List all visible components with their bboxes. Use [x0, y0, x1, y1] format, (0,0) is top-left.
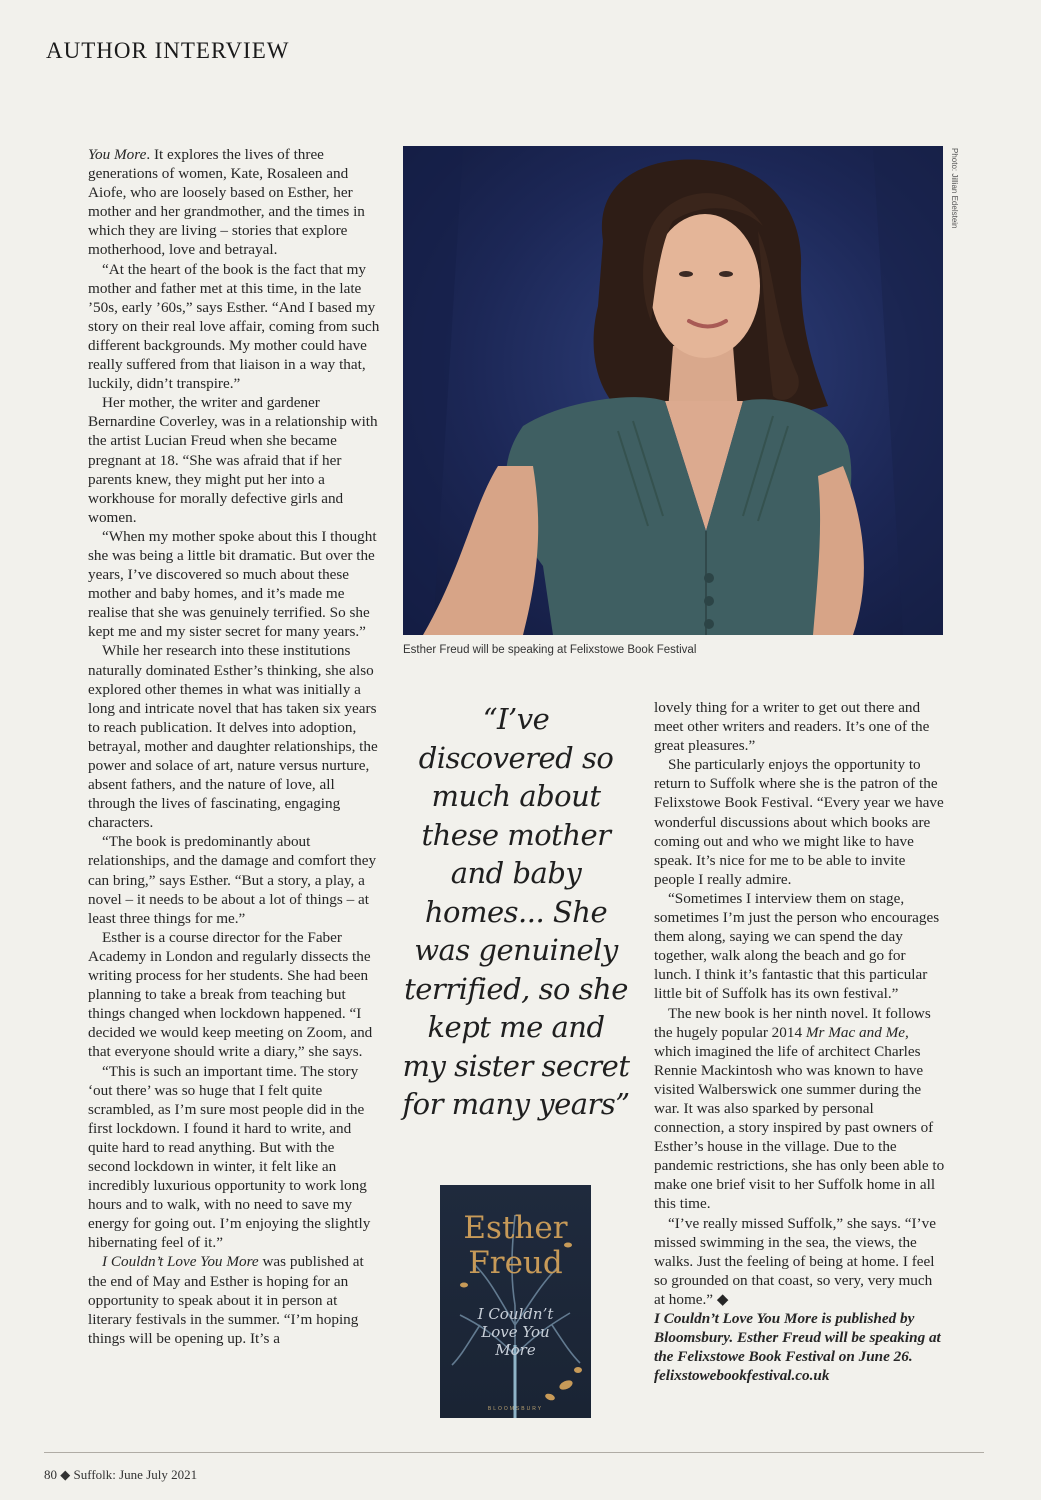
paragraph: “When my mother spoke about this I thought she was being a little bit dramatic. But over the years, I’ve discovered so much about these mother and baby homes, and it’s made me realise that she was genuinely terrified. So she kept me and my sister secret for many years.”	[88, 527, 377, 641]
author-portrait-illustration	[403, 146, 943, 635]
section-heading: AUTHOR INTERVIEW	[46, 38, 290, 63]
paragraph	[88, 145, 380, 260]
book-title-italic: You More	[88, 146, 147, 163]
author-photo	[403, 146, 943, 635]
photo-caption: Esther Freud will be speaking at Felixstowe Book Festival	[403, 644, 697, 656]
paragraph-text: was published at the end of May and Esther is hoping for an opportunity to speak about it in person at literary festivals in the summer. “I’m hoping things will be opening up. It’s a	[88, 1253, 364, 1347]
paragraph: “This is such an important time. The story ‘out there’ was so huge that I felt quite scrambled, as I’m sure most people did in the first lockdown. I found it hard to write, and quite hard to read anything. But with the second lockdown in winter, it felt like an incredibly luxurious opportunity to work long hours and to walk, with no need to save my energy for going out. I’m enjoying the slightly hibernating feel of it.”	[88, 1062, 371, 1252]
pull-quote: “I’ve discovered so much about these mother and baby homes... She was genuinely terrified, so she kept me and my sister secret for many years”	[402, 702, 630, 1121]
paragraph: “I’ve really missed Suffolk,” she says. “I’ve missed swimming in the sea, the views, the walks. Just the feeling of being at home. I feel so grounded on that coast, so very, very much at home.” ◆	[654, 1214, 936, 1308]
paragraph: Her mother, the writer and gardener Bernardine Coverley, was in a relationship with the artist Lucian Freud when she became pregnant at 18. “She was afraid that if her parents knew, they might put her into a workhouse for morally defective girls and women.	[88, 394, 378, 526]
paragraph-text: The new book is her ninth novel. It follows the hugely popular 2014	[654, 1004, 931, 1041]
book-info-footnote: I Couldn’t Love You More is published by Bloomsbury. Esther Freud will be speaking at the Felixstowe Book Festival on June 26. felixstowebookfestival.co.uk	[654, 1310, 941, 1385]
book-title-italic: I Couldn’t Love You More	[102, 1253, 259, 1271]
book-cover	[440, 1185, 591, 1418]
footer-rule	[44, 1452, 984, 1453]
photo-credit: Photo: Jillian Edelstein	[950, 148, 959, 229]
paragraph: She particularly enjoys the opportunity to return to Suffolk where she is the patron of the Felixstowe Book Festival. “Every year we have wonderful discussions about which books are coming out and who we might like to have speak. It’s nice for me to be able to invite people I really admire.	[654, 756, 944, 888]
book-title-italic: Mr Mac and Me,	[805, 1023, 909, 1041]
paragraph: While her research into these institutions naturally dominated Esther’s thinking, she also explored other themes in what was initially a long and intricate novel that has taken six years to reach publication. It delves into adoption, betrayal, mother and daughter relationships, the power and solace of art, nature versus nurture, absent fathers, and the nature of love, all through the lives of fascinating, engaging characters.	[88, 642, 378, 832]
article-column-right	[654, 698, 946, 1385]
paragraph	[654, 1004, 946, 1214]
paragraph: “The book is predominantly about relationships, and the damage and comfort they can bring,” says Esther. “But a story, a play, a novel – it needs to be about a lot of things – at least three things for me.”	[88, 833, 377, 927]
paragraph	[88, 1252, 380, 1347]
book-author-first: Esther	[463, 1210, 568, 1246]
article-column-left	[88, 145, 380, 1348]
book-publisher: BLOOMSBURY	[487, 1406, 544, 1412]
page-folio: 80 ◆ Suffolk: June July 2021	[44, 1467, 198, 1482]
paragraph: Esther is a course director for the Faber Academy in London and regularly dissects the writing process for her students. She had been planning to take a break from teaching but things changed when lockdown happened. “I decided we would keep meeting on Zoom, and that everyone should write a diary,” she says.	[88, 928, 373, 1061]
paragraph-text: . It explores the lives of three generations of women, Kate, Rosaleen and Aiofe, who are loosely based on Esther, her mother and her grandmother, and the times in which they are living – stories that explore motherhood, love and betrayal.	[88, 146, 365, 259]
paragraph: lovely thing for a writer to get out there and meet other writers and readers. It’s one of the great pleasures.”	[654, 699, 930, 755]
paragraph: “Sometimes I interview them on stage, sometimes I’m just the person who encourages them along, saying we can spend the day together, walk along the beach and go for lunch. I think it’s fantastic that this particular little bit of Suffolk has its own festival.”	[654, 889, 940, 1003]
book-title: I Couldn’t Love You More	[477, 1305, 554, 1359]
book-author-last: Freud	[468, 1245, 563, 1281]
paragraph-text: which imagined the life of architect Charles Rennie Mackintosh who was known to have visited Walberswick one summer during the war. It was also sparked by personal connection, a story inspired by past owners of Esther’s house in the village. Due to the pandemic restrictions, she has only been able to make one brief visit to her Suffolk home in all this time.	[654, 1042, 945, 1213]
paragraph: “At the heart of the book is the fact that my mother and father met at this time, in the late ’50s, early ’60s,” says Esther. “And I based my story on their real love affair, coming from such different backgrounds. My mother could have really suffered from that liaison in a way that, luckily, didn’t transpire.”	[88, 260, 380, 393]
